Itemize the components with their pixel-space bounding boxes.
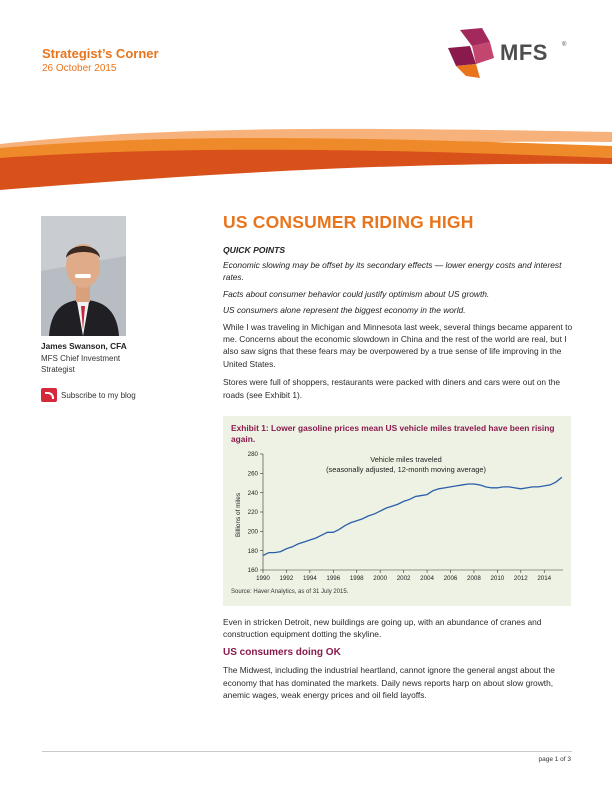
logo-registered: ® xyxy=(562,42,567,48)
body-paragraph: Even in stricken Detroit, new buildings are going up, with an abundance of cranes and construction equipment dotting the skyline. xyxy=(223,617,542,640)
exhibit-source: Source: Haver Analytics, as of 31 July 2015. xyxy=(231,589,349,595)
author-photo xyxy=(41,216,126,336)
x-tick-label: 1992 xyxy=(279,575,294,582)
x-tick-label: 2008 xyxy=(467,575,481,582)
x-tick-label: 2010 xyxy=(490,575,505,582)
x-tick-label: 2014 xyxy=(537,575,552,582)
x-tick-label: 1990 xyxy=(256,575,270,582)
article-main xyxy=(223,212,573,407)
rss-icon xyxy=(41,388,57,402)
logo-mark-left xyxy=(448,46,476,66)
exhibit-box xyxy=(223,416,571,606)
y-tick-label: 160 xyxy=(247,567,258,575)
body-paragraph: The Midwest, including the industrial heartland, cannot ignore the general angst about the economy that has dominated the markets. Daily news reports harp on about slow growth, anemic wages, weak energy prices and oil field layoffs. xyxy=(223,665,555,701)
section-heading: US consumers doing OK xyxy=(223,646,341,658)
quick-point: Facts about consumer behavior could justify optimism about US growth. xyxy=(223,288,490,299)
y-tick-label: 260 xyxy=(247,470,258,478)
x-tick-label: 2000 xyxy=(373,575,388,582)
y-axis-label: Billions of miles xyxy=(235,492,242,538)
logo-mark-bottom xyxy=(456,64,480,78)
author-name: James Swanson, CFA xyxy=(41,341,127,351)
logo-text: MFS xyxy=(500,40,548,65)
quick-point: Economic slowing may be offset by its secondary effects — lower energy costs and interest rates. xyxy=(223,260,562,283)
y-tick-label: 240 xyxy=(247,489,258,497)
article-title: US CONSUMER RIDING HIGH xyxy=(223,212,474,232)
logo-mark-right xyxy=(472,42,494,64)
x-tick-label: 2006 xyxy=(443,575,458,582)
vehicle-miles-chart xyxy=(223,416,571,606)
x-tick-label: 1996 xyxy=(326,575,341,582)
quick-points xyxy=(223,259,573,317)
y-tick-label: 280 xyxy=(247,451,258,459)
author-role: MFS Chief Investment Strategist xyxy=(41,354,121,374)
exhibit-title: Exhibit 1: Lower gasoline prices mean US vehicle miles traveled have been rising again. xyxy=(231,423,555,444)
subscribe-label: Subscribe to my blog xyxy=(61,390,136,400)
header-date: 26 October 2015 xyxy=(42,63,117,74)
chart-title: Vehicle miles traveled xyxy=(370,455,442,464)
x-tick-label: 1998 xyxy=(349,575,364,582)
y-tick-label: 200 xyxy=(247,528,258,536)
chart-subtitle: (seasonally adjusted, 12-month moving average) xyxy=(326,465,486,474)
x-tick-label: 1994 xyxy=(302,575,317,582)
subscribe-blog-link[interactable] xyxy=(41,388,136,402)
x-tick-label: 2002 xyxy=(396,575,411,582)
body-paragraph: While I was traveling in Michigan and Minnesota last week, several things became apparent to me. Concerns about the economic slowdown in China and the rest of the world are real, but I also saw signs that these fears may be overpowered by a true sense of life improving in the United States. xyxy=(223,321,573,369)
header-title: Strategist’s Corner xyxy=(42,46,159,61)
quick-point: US consumers alone represent the biggest economy in the world. xyxy=(223,305,466,316)
orange-banner-swoosh xyxy=(0,118,612,190)
footer-divider xyxy=(42,751,572,752)
chart-series-line xyxy=(263,477,562,555)
article-body xyxy=(223,321,573,401)
y-tick-label: 180 xyxy=(247,547,258,555)
body-paragraph: Stores were full of shoppers, restaurants were packed with diners and cars were out on the roads (see Exhibit 1). xyxy=(223,377,561,400)
x-tick-label: 2004 xyxy=(420,575,434,582)
y-tick-label: 220 xyxy=(247,509,258,517)
page-number: page 1 of 3 xyxy=(538,756,571,763)
article-continued xyxy=(223,616,573,707)
quick-points-heading: QUICK POINTS xyxy=(223,245,286,255)
x-tick-label: 2012 xyxy=(513,575,528,582)
